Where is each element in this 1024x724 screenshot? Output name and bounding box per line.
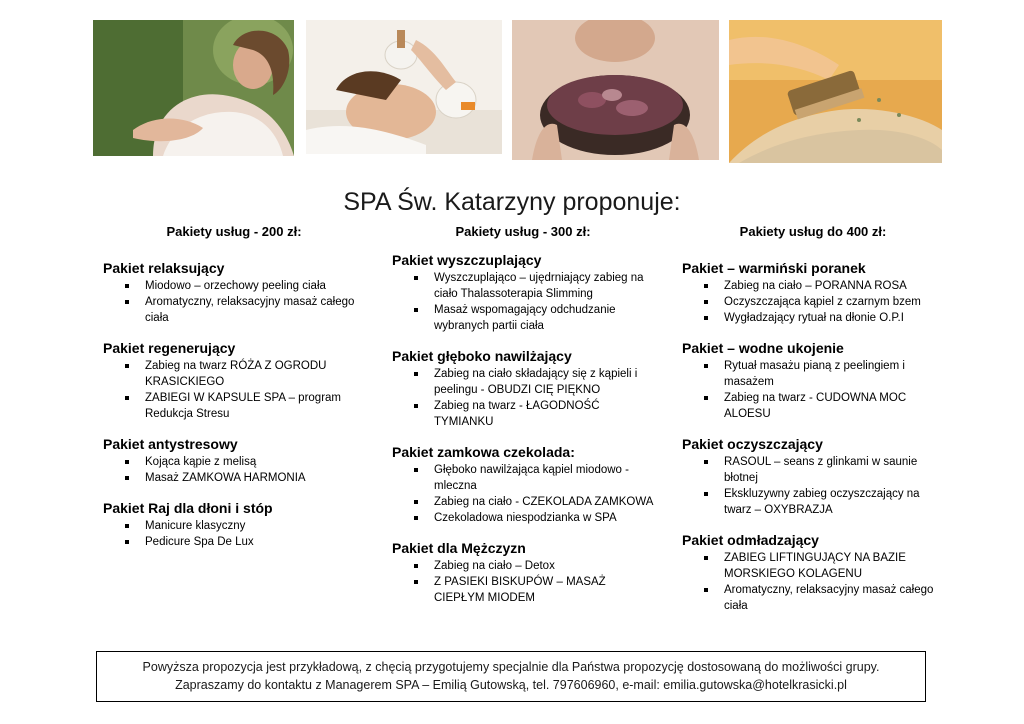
package-name: Pakiet oczyszczający [682, 436, 823, 452]
package [392, 348, 654, 430]
column-heading: Pakiety usług - 300 zł: [455, 224, 591, 239]
package-item: Zabieg na ciało – Detox [392, 558, 654, 574]
package-item: Zabieg na twarz RÓŻA Z OGRODU KRASICKIEGO [103, 358, 365, 390]
package-item: Miodowo – orzechowy peeling ciała [103, 278, 365, 294]
package-item: Kojąca kąpie z melisą [103, 454, 365, 470]
package-item: Zabieg na ciało - CZEKOLADA ZAMKOWA [392, 494, 654, 510]
package [682, 260, 944, 326]
package-name: Pakiet – wodne ukojenie [682, 340, 844, 356]
contact-footer-box [96, 651, 926, 702]
package-item: Czekoladowa niespodzianka w SPA [392, 510, 654, 526]
column-heading: Pakiety usług - 200 zł: [166, 224, 302, 239]
package-name: Pakiet wyszczuplający [392, 252, 542, 268]
package [682, 340, 944, 422]
package-item: ZABIEG LIFTINGUJĄCY NA BAZIE MORSKIEGO KOLAGENU [682, 550, 944, 582]
package [682, 532, 944, 614]
package-item: Z PASIEKI BISKUPÓW – MASAŻ CIEPŁYM MIODEM [392, 574, 654, 606]
package-item: Ekskluzywny zabieg oczyszczający na twarz – OXYBRAZJA [682, 486, 944, 518]
woman-body-scrub-photo [93, 20, 294, 156]
package-item: Manicure klasyczny [103, 518, 365, 534]
package-item: Zabieg na ciało – PORANNA ROSA [682, 278, 944, 294]
package-item: Rytuał masażu pianą z peelingiem i masażem [682, 358, 944, 390]
package [103, 340, 365, 422]
package-name: Pakiet głęboko nawilżający [392, 348, 572, 364]
package-item: Wyszczuplająco – ujędrniający zabieg na ciało Thalassoterapia Slimming [392, 270, 654, 302]
package-item: Masaż wspomagający odchudzanie wybranych partii ciała [392, 302, 654, 334]
package-item: Aromatyczny, relaksacyjny masaż całego ciała [682, 582, 944, 614]
package-name: Pakiet antystresowy [103, 436, 238, 452]
package-item: Zabieg na ciało składający się z kąpieli i peelingu - OBUDZI CIĘ PIĘKNO [392, 366, 654, 398]
package-item: RASOUL – seans z glinkami w saunie błotnej [682, 454, 944, 486]
price-column-300 [392, 224, 654, 620]
package-item: Aromatyczny, relaksacyjny masaż całego ciała [103, 294, 365, 326]
package-name: Pakiet zamkowa czekolada: [392, 444, 575, 460]
package [682, 436, 944, 518]
package-item: Głęboko nawilżająca kąpiel miodowo - mleczna [392, 462, 654, 494]
page-title: SPA Św. Katarzyny proponuje: [343, 187, 681, 216]
footer-contact: Zapraszamy do kontaktu z Managerem SPA – Emilią Gutowską, tel. 797606960, e-mail: emilia.gutowska@hotelkrasicki.pl [175, 678, 847, 692]
package [392, 444, 654, 526]
rose-petal-bowl-photo [512, 20, 719, 160]
package-name: Pakiet dla Mężczyzn [392, 540, 526, 556]
package [103, 500, 365, 550]
package [392, 540, 654, 606]
package-name: Pakiet Raj dla dłoni i stóp [103, 500, 273, 516]
herbal-compress-face-massage-photo [306, 20, 502, 154]
brush-body-treatment-photo [729, 20, 942, 163]
package-item: Zabieg na twarz - CUDOWNA MOC ALOESU [682, 390, 944, 422]
price-column-200 [103, 224, 365, 564]
package-name: Pakiet odmładzający [682, 532, 819, 548]
footer-note: Powyższa propozycja jest przykładową, z chęcią przygotujemy specjalnie dla Państwa propozycję dostosowaną do możliwości grupy. [142, 660, 880, 674]
package-name: Pakiet relaksujący [103, 260, 225, 276]
package [103, 260, 365, 326]
package-item: Masaż ZAMKOWA HARMONIA [103, 470, 365, 486]
package-item: Wygładzający rytuał na dłonie O.P.I [682, 310, 944, 326]
column-heading: Pakiety usług do 400 zł: [739, 224, 887, 239]
package [103, 436, 365, 486]
price-column-400 [682, 224, 944, 628]
package-item: Pedicure Spa De Lux [103, 534, 365, 550]
package-item: ZABIEGI W KAPSULE SPA – program Redukcja Stresu [103, 390, 365, 422]
package-name: Pakiet – warmiński poranek [682, 260, 866, 276]
package [392, 252, 654, 334]
package-item: Oczyszczająca kąpiel z czarnym bzem [682, 294, 944, 310]
package-item: Zabieg na twarz - ŁAGODNOŚĆ TYMIANKU [392, 398, 654, 430]
package-name: Pakiet regenerujący [103, 340, 236, 356]
